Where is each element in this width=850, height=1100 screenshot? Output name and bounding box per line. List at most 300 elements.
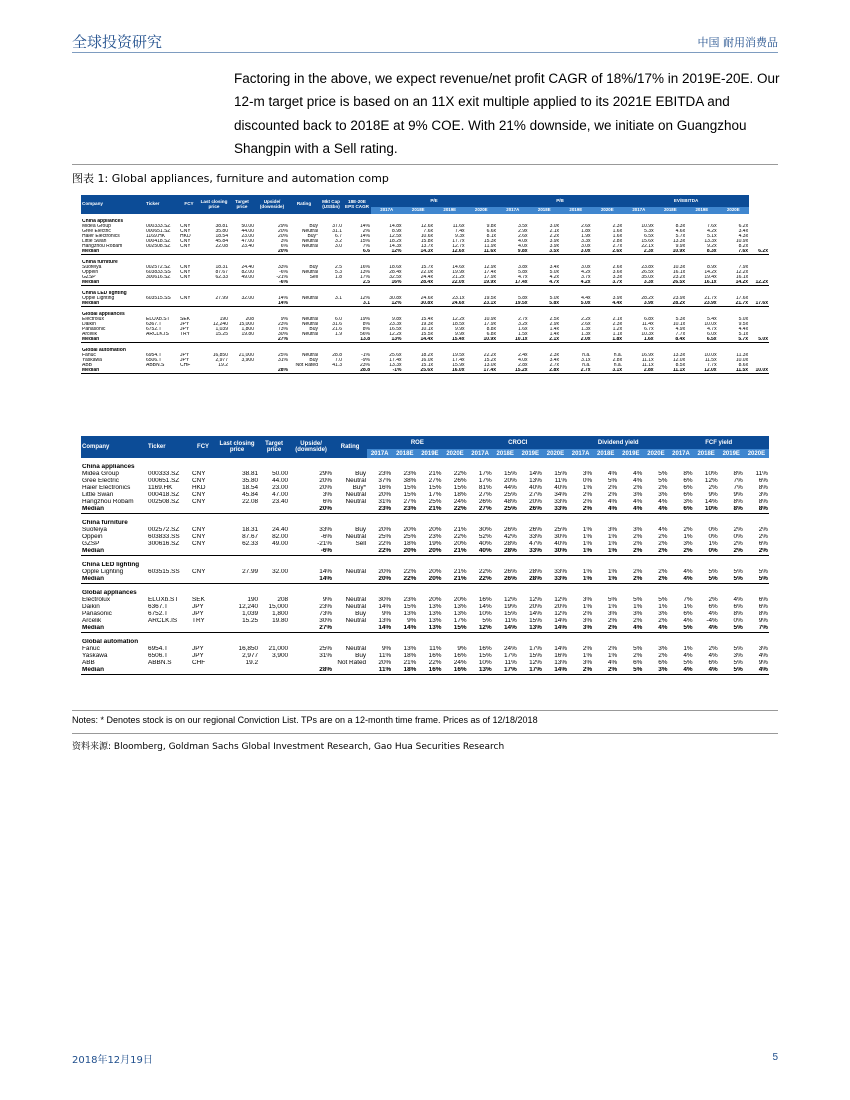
table-cell: 1.3x	[581, 327, 591, 332]
table-cell: 3%	[633, 611, 643, 618]
table-cell: 3%	[582, 597, 593, 604]
table-cell: 23%	[403, 597, 417, 604]
table-cell: 1%	[608, 541, 618, 548]
table-cell: 12%	[554, 611, 568, 618]
table-cell: 14%	[367, 625, 392, 633]
table-cell: 11.1x	[641, 358, 654, 363]
year-header: 2017A	[497, 207, 529, 214]
table-cell: 11%	[755, 471, 768, 478]
table-cell: 2%	[683, 527, 693, 534]
table-cell: 14%	[704, 499, 718, 506]
table-cell: 1.1x	[612, 332, 623, 337]
table-cell	[259, 576, 289, 584]
table-cell: 2%	[708, 597, 718, 604]
table-cell: 2.9x	[549, 322, 560, 327]
table-row	[81, 618, 769, 625]
table-cell: 20%	[453, 597, 467, 604]
table-cell: 4.0x	[518, 244, 528, 249]
table-cell: 0%	[694, 548, 719, 556]
table-cell: 15.4x	[420, 317, 433, 322]
table-cell: 14.4x	[403, 337, 435, 343]
table-cell: 21%	[442, 548, 467, 556]
table-cell: 5%	[482, 618, 492, 625]
table-cell: 12.2x	[389, 332, 402, 337]
table-cell: 31%	[319, 653, 333, 660]
table-cell: CNY	[192, 478, 206, 485]
table-cell: 4%	[668, 576, 693, 584]
table-cell: 16%	[428, 653, 442, 660]
table-cell: 2%	[658, 541, 668, 548]
table-cell: 20%	[554, 604, 568, 611]
table-cell: 17.4x	[389, 358, 402, 363]
table-cell: 13%	[359, 270, 370, 275]
table-cell: 40%	[478, 541, 492, 548]
table-cell: 1%	[582, 569, 593, 576]
table-cell: 6%	[322, 499, 333, 506]
table-cell: 15%	[403, 492, 417, 499]
column-header: Mkt Cap (US$bn)	[319, 195, 343, 214]
table-cell: 4%	[633, 478, 643, 485]
table-cell: 13%	[468, 667, 493, 675]
table-cell: 16%	[359, 265, 370, 270]
column-header: Ticker	[145, 195, 179, 214]
table-cell: 3%	[758, 492, 768, 499]
table-cell: 3.9x	[549, 244, 560, 249]
table-cell: 17%	[359, 275, 370, 280]
table-row	[81, 569, 769, 576]
table-cell: Buy	[355, 653, 367, 660]
table-cell: 20%	[428, 569, 442, 576]
table-cell: 27%	[403, 499, 417, 506]
table-cell: 2%	[658, 653, 668, 660]
table-cell: 208	[277, 597, 289, 604]
table-cell: 3%	[322, 492, 333, 499]
table-cell: n.a.	[613, 363, 623, 368]
table-cell: 23.40	[272, 499, 289, 506]
table-cell: 26%	[503, 527, 517, 534]
table-cell: 8.6x	[738, 363, 749, 368]
table-cell: 6.2x	[749, 249, 769, 255]
table-cell: 300616.SZ	[148, 541, 180, 548]
table-cell: 8%	[719, 506, 744, 514]
table-cell: 26%	[453, 478, 467, 485]
table-cell: 5.0x	[549, 296, 560, 301]
table-cell: 10.9x	[483, 317, 497, 322]
table-cell: 2%	[362, 229, 370, 234]
table-cell: JPY	[192, 604, 204, 611]
table-cell: 1%	[568, 576, 593, 584]
table-cell: 2.7x	[549, 363, 560, 368]
table-cell: 24.6x	[434, 301, 466, 307]
table-cell: 4.2x	[707, 229, 717, 234]
table-cell: 9%	[381, 646, 392, 653]
table-cell: 9%	[457, 646, 467, 653]
table-cell	[147, 506, 191, 514]
table-cell	[215, 667, 259, 675]
group-name: Global automation	[82, 348, 126, 353]
table-cell: 50.00	[272, 471, 289, 478]
table-cell: 002508.SZ	[146, 244, 171, 249]
table-cell: 7%	[362, 244, 370, 249]
company-name: Hangzhou Robam	[82, 499, 134, 506]
table-cell: 21,000	[268, 646, 289, 653]
table-cell: 18.2x	[420, 353, 433, 358]
table-cell: -1%	[371, 368, 403, 374]
table-cell: 26%	[529, 527, 542, 534]
table-cell: 3.0	[335, 244, 342, 249]
table-cell: SEK	[192, 597, 205, 604]
table-cell: 33%	[554, 499, 568, 506]
table-cell: 2.1x	[529, 337, 561, 343]
table-cell: 2.5	[343, 280, 371, 286]
table-cell: 8%	[362, 327, 370, 332]
table-cell: TRY	[192, 618, 205, 625]
table-cell: 23%	[367, 506, 392, 514]
table-cell: 3,900	[241, 358, 254, 363]
table-cell: 5.0x	[560, 301, 592, 307]
table-row	[81, 527, 769, 534]
table-cell: 7.7x	[707, 363, 717, 368]
table-cell: 12,240	[238, 604, 259, 611]
table-cell: 4.6x	[675, 229, 686, 234]
table-cell: 1%	[658, 604, 668, 611]
table-cell: 16%	[453, 653, 467, 660]
table-cell: 12,240	[212, 322, 228, 327]
year-header: 2020E	[643, 449, 668, 458]
table-cell: 11.5x	[704, 358, 717, 363]
table-cell: 9.2x	[707, 244, 717, 249]
group-header: P/B	[497, 195, 623, 207]
table-cell: 17.4x	[466, 368, 498, 374]
table-cell: 8.1x	[486, 234, 497, 239]
table-cell: 4%	[683, 569, 693, 576]
table-cell: 18.5x	[452, 322, 465, 327]
table-cell: 1%	[582, 485, 593, 492]
table-cell: 2.8x	[612, 239, 623, 244]
table-cell: 10.3x	[641, 332, 654, 337]
table-cell	[215, 548, 259, 556]
table-cell: 5.0x	[749, 337, 769, 343]
table-cell: 8.9x	[392, 229, 402, 234]
table-cell: 14%	[554, 618, 568, 625]
table-cell: 20%	[428, 597, 442, 604]
year-header: 2018E	[529, 207, 561, 214]
table-cell: 3.1	[343, 301, 371, 307]
table-cell: 6%	[683, 492, 693, 499]
company-name: Oppein	[82, 270, 99, 275]
table-cell: 1%	[608, 534, 618, 541]
table-cell: 13%	[529, 478, 542, 485]
table-cell: 34%	[554, 492, 568, 499]
table-cell: 3.9x	[549, 239, 560, 244]
table-cell: 10.3x	[672, 265, 686, 270]
table-cell: 22.08	[242, 499, 259, 506]
table-cell: 10%	[478, 660, 492, 667]
table-cell: 15.5x	[420, 332, 433, 337]
table-cell: 23%	[428, 534, 442, 541]
table-cell: 16,850	[212, 353, 228, 358]
table-cell: 11.1x	[655, 368, 687, 374]
table-cell: 6.7	[335, 234, 342, 239]
table-cell: 37.0	[332, 224, 342, 229]
table-cell: 7%	[733, 485, 743, 492]
table-cell: 11.6x	[452, 224, 465, 229]
table-cell: CNY	[180, 224, 191, 229]
table-cell: 2%	[658, 569, 668, 576]
group-row	[81, 639, 769, 646]
table-cell: 5.3x	[644, 229, 654, 234]
table-cell: 18%	[403, 541, 417, 548]
table-cell: 6.5x	[644, 234, 654, 239]
table-cell: 1%	[593, 548, 618, 556]
table-cell: 2%	[568, 506, 593, 514]
table-cell: 20%	[453, 541, 467, 548]
table-cell	[145, 368, 179, 374]
table-cell: 23.9x	[672, 296, 686, 301]
table-cell: 15.25	[215, 332, 228, 337]
table-cell: 4.0x	[518, 358, 528, 363]
table-cell: CNY	[180, 244, 191, 249]
company-name: Arcelik	[82, 332, 98, 337]
company-name: Fanuc	[82, 353, 96, 358]
table-cell: 30%	[543, 548, 568, 556]
table-cell	[333, 667, 367, 675]
table-cell: 10%	[478, 611, 492, 618]
table-cell: 3%	[658, 646, 668, 653]
table-cell: 5.8x	[518, 296, 528, 301]
table-cell: TRY	[180, 332, 190, 337]
table-cell: 8.5x	[675, 363, 686, 368]
table-cell: 12.6x	[434, 249, 466, 255]
table-cell: 6%	[683, 485, 693, 492]
table-cell: 1,039	[242, 611, 259, 618]
footer-date: 2018年12月19日	[72, 1055, 153, 1066]
column-header: Company	[81, 195, 145, 214]
table-cell: 25%	[378, 534, 392, 541]
table-cell	[147, 576, 191, 584]
company-name: Electrolux	[82, 597, 111, 604]
table-cell	[319, 368, 343, 374]
table-cell: 14%	[359, 234, 370, 239]
table-cell: 13.3x	[704, 239, 717, 244]
table-cell: 26%	[478, 499, 492, 506]
table-cell: 7%	[733, 478, 743, 485]
table-cell: 24%	[453, 499, 467, 506]
table-cell: 23.1x	[452, 296, 465, 301]
table-cell: 24.4x	[420, 275, 433, 280]
company-name: ABB	[82, 660, 95, 667]
group-name: Global appliances	[82, 312, 125, 317]
table-row	[81, 653, 769, 660]
table-cell: 1.6x	[518, 327, 528, 332]
table-cell: 4%	[683, 618, 693, 625]
table-cell: 5.7x	[718, 337, 750, 343]
table-cell: 7.6x	[707, 224, 717, 229]
table-cell: 1%	[683, 646, 693, 653]
table-cell: 000651.SZ	[148, 478, 180, 485]
table-cell: 603833.SS	[148, 534, 180, 541]
table-cell: Buy*	[352, 485, 367, 492]
table-cell: 15.25	[242, 618, 259, 625]
group-name: Global appliances	[82, 590, 137, 597]
table-cell: 31.6	[332, 322, 342, 327]
table-cell: 6.8x	[644, 317, 654, 322]
table-cell: CNY	[180, 296, 191, 301]
table-cell: 27%	[428, 478, 442, 485]
table-cell: 3.5x	[518, 224, 528, 229]
table-cell: 2%	[733, 541, 743, 548]
table-cell: 30%	[478, 527, 492, 534]
table-cell: CNY	[192, 527, 206, 534]
table-cell: -9%	[361, 358, 370, 363]
table-cell: Sell	[309, 275, 318, 280]
table-cell: 3%	[683, 499, 693, 506]
table-cell: 10%	[694, 506, 719, 514]
table-cell: 20%	[378, 569, 392, 576]
year-header: 2019E	[719, 449, 744, 458]
table-cell: 1.4x	[549, 332, 560, 337]
table-cell: 20%	[289, 506, 333, 514]
table-cell: 20%	[392, 548, 417, 556]
table-cell: 24.6x	[420, 296, 433, 301]
table-cell: 15%	[403, 485, 417, 492]
table-cell: 8%	[733, 499, 743, 506]
table-cell: JPY	[192, 646, 204, 653]
table-cell: 23.3x	[389, 322, 402, 327]
table-cell: 13%	[417, 625, 442, 633]
table-cell: 14.3x	[389, 244, 402, 249]
table-cell: 3%	[658, 611, 668, 618]
table-cell: 10.1x	[420, 327, 433, 332]
table-cell: 22%	[378, 541, 392, 548]
table-cell: 25%	[554, 527, 568, 534]
table-cell: 33%	[529, 534, 542, 541]
table-cell: 5%	[608, 597, 618, 604]
table-cell: 33%	[518, 548, 543, 556]
table-cell: 8%	[683, 471, 693, 478]
table-cell: Buy	[309, 265, 318, 270]
table-cell: 2.2x	[581, 317, 591, 322]
column-header: Target price	[229, 195, 255, 214]
table-cell: 4%	[694, 625, 719, 633]
year-header: 2017A	[668, 449, 693, 458]
table-cell	[259, 506, 289, 514]
table-cell: 30%	[554, 534, 568, 541]
table-cell: 12.2x	[735, 270, 749, 275]
table-cell: 17%	[453, 618, 467, 625]
table-cell: 40%	[554, 485, 568, 492]
company-name: Opple Lighting	[82, 296, 115, 301]
table-notes: Notes: * Denotes stock is on our regional Conviction List. TPs are on a 12-month time frame. Prices as of 12/18/2018	[72, 715, 538, 725]
table-cell: 28.2x	[655, 301, 687, 307]
table-cell: 2%	[633, 653, 643, 660]
table-cell: 26%	[503, 569, 517, 576]
company-name: Little Swan	[82, 239, 107, 244]
table-cell: 10.9x	[735, 239, 749, 244]
table-cell: 2%	[568, 667, 593, 675]
table-cell: 45.84	[242, 492, 259, 499]
table-cell: 2%	[719, 548, 744, 556]
table-row	[81, 534, 769, 541]
company-name: Gree Electric	[82, 478, 119, 485]
table-cell: 6%	[758, 478, 768, 485]
table-cell: 26.5x	[641, 270, 654, 275]
table-cell: 10.0x	[749, 368, 769, 374]
group-header: CROCI	[468, 436, 568, 449]
valuation-table	[81, 195, 769, 374]
table-cell: 1%	[582, 653, 593, 660]
table-cell: 22%	[428, 660, 442, 667]
table-cell: 10.9x	[641, 224, 654, 229]
group-row	[81, 590, 769, 597]
table-cell: Neutral	[345, 604, 367, 611]
table-cell: CNY	[192, 471, 206, 478]
table-cell: 12.6x	[420, 224, 433, 229]
table-cell: 6752.T	[148, 611, 168, 618]
year-header: 2018E	[694, 449, 719, 458]
table-cell: 82.00	[241, 270, 254, 275]
group-header: P/E	[371, 195, 497, 207]
table-cell: 28%	[289, 667, 333, 675]
table-cell: 14%	[543, 625, 568, 633]
year-header: 2019E	[618, 449, 643, 458]
table-cell: 12%	[468, 625, 493, 633]
table-cell: 1,800	[272, 611, 289, 618]
table-cell: 3%	[582, 471, 593, 478]
year-header: 2019E	[686, 207, 718, 214]
table-cell: 37%	[378, 478, 392, 485]
table-cell: 13.3x	[672, 353, 686, 358]
table-cell	[191, 576, 215, 584]
table-cell: 6506.T	[146, 358, 162, 363]
table-cell: 25%	[403, 534, 417, 541]
table-cell: 11%	[504, 660, 517, 667]
table-cell: 28.4x	[389, 270, 402, 275]
table-cell: 12%	[529, 597, 542, 604]
table-cell	[179, 368, 199, 374]
table-cell: 2%	[633, 485, 643, 492]
table-cell: 24%	[503, 646, 517, 653]
table-cell: 10.0x	[704, 322, 717, 327]
table-cell	[199, 368, 229, 374]
table-cell: 23.1x	[466, 301, 498, 307]
table-cell: 19.80	[272, 618, 289, 625]
median-row	[81, 548, 769, 556]
table-cell	[191, 625, 215, 633]
table-cell: 8.4x	[655, 337, 687, 343]
table-cell: 15%	[359, 239, 370, 244]
table-cell: 22%	[403, 569, 417, 576]
table-cell: 81%	[478, 485, 492, 492]
table-cell: 20%	[428, 527, 442, 534]
table-cell: 3%	[758, 646, 768, 653]
table-cell: 14%	[289, 576, 333, 584]
table-cell: 15%	[403, 604, 417, 611]
group-header: EV/EBITDA	[623, 195, 749, 207]
table-cell: 26%	[493, 576, 518, 584]
table-cell: 15.7x	[420, 265, 433, 270]
table-cell: 8%	[733, 611, 743, 618]
table-cell: 3.0x	[581, 265, 591, 270]
table-cell: Neutral	[345, 499, 367, 506]
table-cell: 5.4x	[707, 317, 717, 322]
table-cell: 002572.SZ	[148, 527, 180, 534]
table-cell: 2.7x	[518, 317, 528, 322]
table-cell: 4%	[683, 653, 693, 660]
table-cell: 5%	[618, 667, 643, 675]
table-cell: 28.8	[343, 368, 371, 374]
table-cell: 17.4x	[452, 358, 465, 363]
